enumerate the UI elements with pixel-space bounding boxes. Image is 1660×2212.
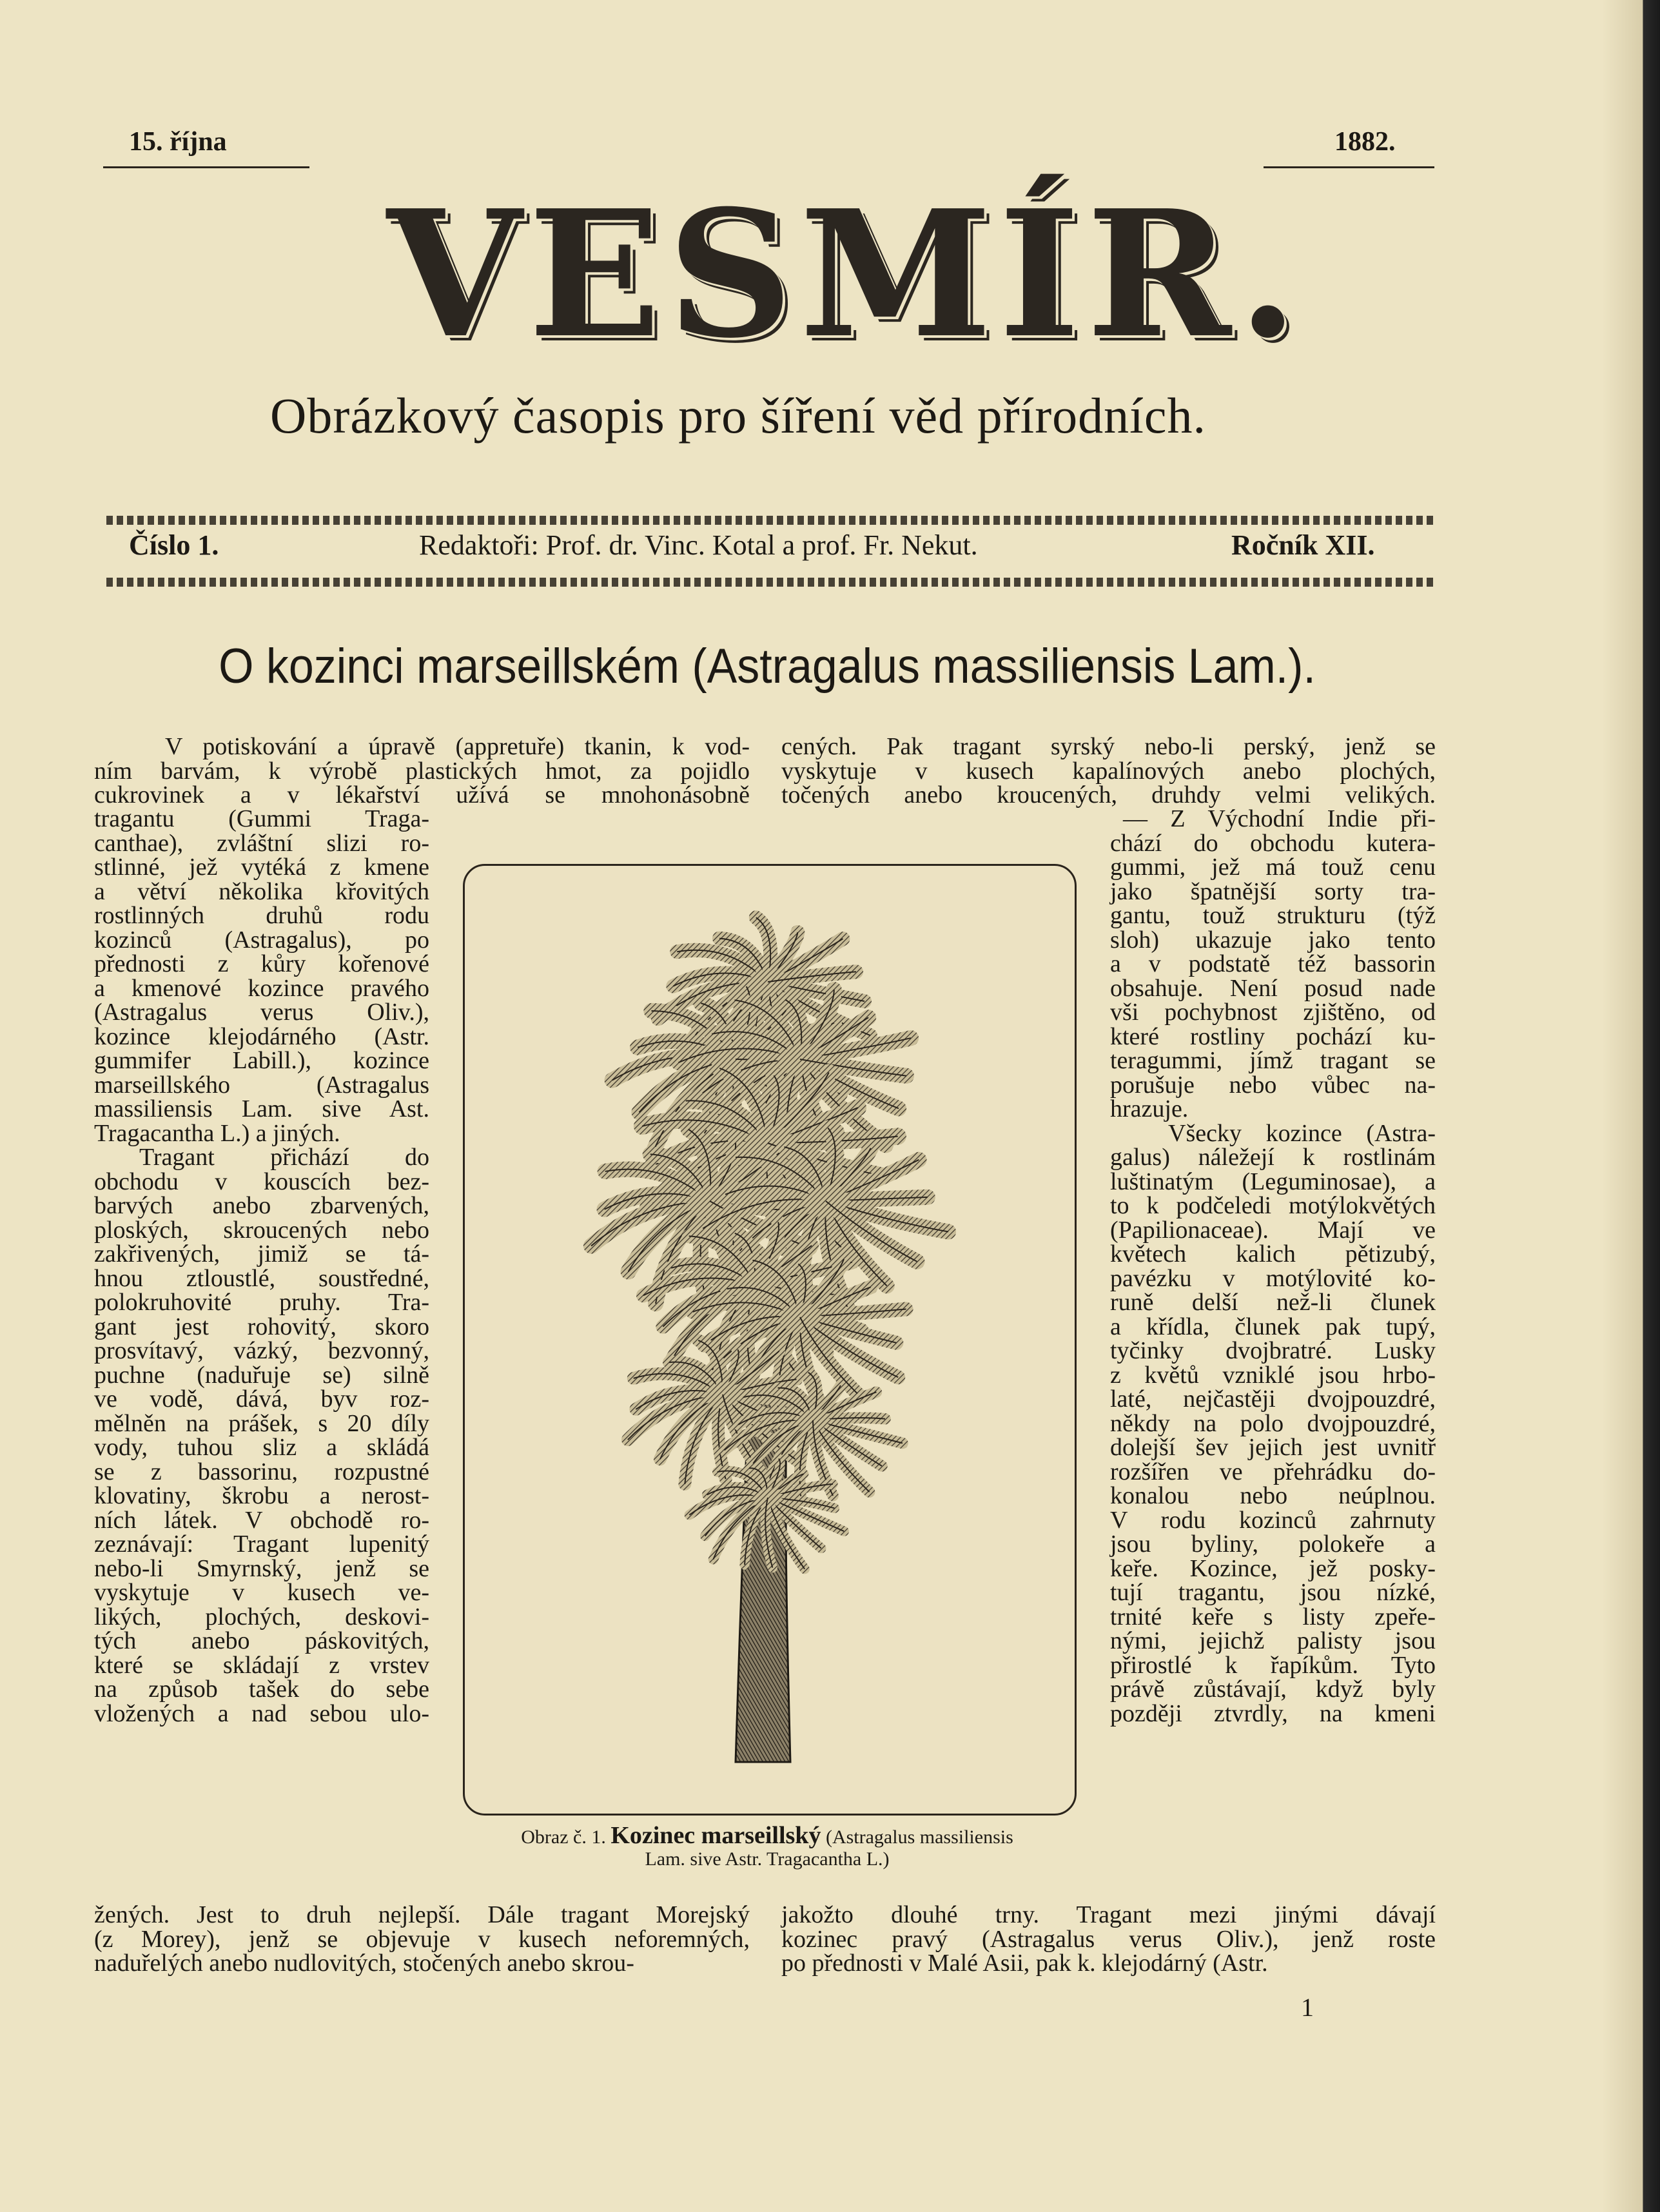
text-line: a v podstatě též bassorin xyxy=(1110,950,1436,977)
text-line: později ztvrdly, na kmeni xyxy=(1110,1699,1436,1727)
text-line: někdy na polo dvojpouzdré, xyxy=(1110,1409,1436,1437)
text-line: vyskytuje v kusech kapalínových anebo plochých, xyxy=(781,757,1436,785)
editors-line: Redaktoři: Prof. dr. Vinc. Kotal a prof. Fr. Nekut. xyxy=(419,529,978,561)
fronds xyxy=(591,917,948,1569)
text-line: luštinatým (Leguminosae), a xyxy=(1110,1168,1436,1195)
text-line: ploských, skroucených nebo xyxy=(94,1216,429,1244)
bottom-ornamental-rule xyxy=(106,578,1434,587)
text-line: zakřivených, jimiž se tá- xyxy=(94,1240,429,1267)
text-line: hnou ztloustlé, soustředné, xyxy=(94,1264,429,1292)
caption-rest: (Astragalus massiliensis xyxy=(825,1826,1013,1848)
text-line: V potiskování a úpravě (appretuře) tkanin, k vod- xyxy=(165,733,750,760)
text-line: jako špatnější sorty tra- xyxy=(1110,877,1436,905)
text-line: z květů vzniklé jsou hrbo- xyxy=(1110,1361,1436,1389)
text-line: se z bassorinu, rozpustné xyxy=(94,1458,429,1485)
issue-year: 1882. xyxy=(1334,127,1396,157)
text-line: ve vodě, dává, byv roz- xyxy=(94,1385,429,1413)
text-line: gummi, jež má touž cenu xyxy=(1110,854,1436,881)
figure-caption xyxy=(451,1822,1083,1870)
text-line: jakožto dlouhé trny. Tragant mezi jinými dávají xyxy=(781,1901,1436,1928)
text-line: porušuje nebo vůbec na- xyxy=(1110,1071,1436,1099)
text-line: tragantu (Gummi Traga- xyxy=(94,805,429,832)
date-rule xyxy=(103,166,309,168)
caption-prefix: Obraz č. 1. xyxy=(521,1826,606,1848)
text-line: prosvítavý, vázký, bezvonný, xyxy=(94,1337,429,1364)
text-line: konalou nebo neúplnou. xyxy=(1110,1482,1436,1509)
text-line: a kmenové kozince pravého xyxy=(94,974,429,1002)
text-line: a křídla, člunek pak tupý, xyxy=(1110,1313,1436,1340)
text-line: V rodu kozinců zahrnuty xyxy=(1110,1506,1436,1534)
text-line: tých anebo páskovitých, xyxy=(94,1627,429,1654)
text-line: přednosti z kůry kořenové xyxy=(94,950,429,977)
text-line: na způsob tašek do sebe xyxy=(94,1676,429,1703)
text-line: a větví několika křovitých xyxy=(94,877,429,905)
page-edge-shadow xyxy=(1602,0,1660,2212)
masthead-title: VESMÍR. xyxy=(387,171,1305,377)
text-line: které se skládají z vrstev xyxy=(94,1651,429,1679)
text-line: naduřelých anebo nudlovitých, stočených anebo skrou- xyxy=(94,1950,634,1977)
text-line: vody, tuhou sliz a skládá xyxy=(94,1434,429,1461)
text-line: polokruhovité pruhy. Tra- xyxy=(94,1289,429,1316)
text-line: které rostliny pochází ku- xyxy=(1110,1023,1436,1050)
text-line: teragummi, jímž tragant se xyxy=(1110,1047,1436,1074)
issue-number: Číslo 1. xyxy=(129,529,219,561)
text-line: točených anebo kroucených, druhdy velmi velikých. xyxy=(781,781,1436,808)
figure-frame xyxy=(463,864,1077,1816)
text-line: barvých anebo zbarvených, xyxy=(94,1192,429,1219)
text-line: kozinec pravý (Astragalus verus Oliv.), jenž roste xyxy=(781,1925,1436,1953)
text-line: květech kalich pětizubý, xyxy=(1110,1240,1436,1267)
text-line: žených. Jest to druh nejlepší. Dále tragant Morejský xyxy=(94,1901,750,1928)
palm-illustration xyxy=(465,866,1075,1814)
text-line: zeznávají: Tragant lupenitý xyxy=(94,1531,429,1558)
text-line: vložených a nad sebou ulo- xyxy=(94,1699,429,1727)
text-line: kozinců (Astragalus), po xyxy=(94,926,429,954)
text-line: galus) náležejí k rostlinám xyxy=(1110,1144,1436,1171)
text-line: laté, nejčastěji dvojpouzdré, xyxy=(1110,1385,1436,1413)
text-line: vyskytuje v kusech ve- xyxy=(94,1579,429,1606)
text-line: klovatiny, škrobu a nerost- xyxy=(94,1482,429,1509)
text-line: jsou byliny, polokeře a xyxy=(1110,1531,1436,1558)
left-column-bottom xyxy=(94,1903,750,1976)
text-line: obchodu v kouscích bez- xyxy=(94,1168,429,1195)
text-line: massiliensis Lam. sive Ast. xyxy=(94,1095,429,1122)
text-line: (Papilionaceae). Mají ve xyxy=(1110,1216,1436,1244)
text-line: přirostlé k řapíkům. Tyto xyxy=(1110,1651,1436,1679)
text-line: cených. Pak tragant syrský nebo-li perský, jenž se xyxy=(781,733,1436,760)
text-line: puchne (naduřuje se) silně xyxy=(94,1361,429,1389)
caption-line2: Lam. sive Astr. Tragacantha L.) xyxy=(645,1848,890,1870)
text-line: stlinné, jež vytéká z kmene xyxy=(94,854,429,881)
masthead-subtitle: Obrázkový časopis pro šíření věd přírodních. xyxy=(270,387,1206,444)
text-line: Všecky kozince (Astra- xyxy=(1168,1119,1436,1147)
text-line: pavézku v motýlovité ko- xyxy=(1110,1264,1436,1292)
article-title: O kozinci marseillském (Astragalus massiliensis Lam.). xyxy=(219,639,1316,694)
text-line: obsahuje. Není posud nade xyxy=(1110,974,1436,1002)
page-number: 1 xyxy=(1301,1993,1314,2022)
text-line: ních látek. V obchodě ro- xyxy=(94,1506,429,1534)
text-line: marseillského (Astragalus xyxy=(94,1071,429,1099)
top-ornamental-rule xyxy=(106,516,1434,525)
text-line: gummifer Labill.), kozince xyxy=(94,1047,429,1074)
text-line: právě zůstávají, když byly xyxy=(1110,1676,1436,1703)
text-line: gantu, touž strukturu (týž xyxy=(1110,902,1436,929)
right-column-narrow xyxy=(1110,807,1436,1726)
text-line: canthae), zvláštní slizi ro- xyxy=(94,829,429,857)
right-column-bottom xyxy=(781,1903,1436,1976)
text-line: Tragant přichází do xyxy=(139,1144,429,1171)
text-line: mělněn na prášek, s 20 díly xyxy=(94,1409,429,1437)
text-line: vši pochybnost zjištěno, od xyxy=(1110,999,1436,1026)
text-line: Tragacantha L.) a jiných. xyxy=(94,1119,340,1147)
text-line: hrazuje. xyxy=(1110,1095,1189,1122)
volume-number: Ročník XII. xyxy=(1231,529,1375,561)
issue-date: 15. října xyxy=(129,127,227,157)
text-line: sloh) ukazuje jako tento xyxy=(1110,926,1436,954)
text-line: dolejší šev jejich jest uvnitř xyxy=(1110,1434,1436,1461)
left-column-narrow xyxy=(94,807,429,1726)
text-line: tyčinky dvojbratré. Lusky xyxy=(1110,1337,1436,1364)
text-line: (z Morey), jenž se objevuje v kusech neforemných, xyxy=(94,1925,750,1953)
text-line: nými, jejichž palisty jsou xyxy=(1110,1627,1436,1654)
text-line: po přednosti v Malé Asii, pak k. klejodárný (Astr. xyxy=(781,1950,1268,1977)
text-line: to k podčeledi motýlokvětých xyxy=(1110,1192,1436,1219)
text-line: nebo-li Smyrnský, jenž se xyxy=(94,1554,429,1582)
text-line: tují tragantu, jsou nízké, xyxy=(1110,1579,1436,1606)
text-line: (Astragalus verus Oliv.), xyxy=(94,999,429,1026)
text-line: gant jest rohovitý, skoro xyxy=(94,1313,429,1340)
year-rule xyxy=(1264,166,1434,168)
text-line: cukrovinek a v lékařství užívá se mnohonásobně xyxy=(94,781,750,808)
left-column-top xyxy=(94,735,750,808)
text-line: trnité keře s listy zpeře- xyxy=(1110,1603,1436,1630)
caption-bold: Kozinec marseillský xyxy=(610,1822,821,1849)
text-line: chází do obchodu kutera- xyxy=(1110,829,1436,857)
text-line: likých, plochých, deskovi- xyxy=(94,1603,429,1630)
right-column-top xyxy=(781,735,1436,808)
text-line: — Z Východní Indie při- xyxy=(1123,805,1436,832)
text-line: rozšířen ve přehrádku do- xyxy=(1110,1458,1436,1485)
text-line: ním barvám, k výrobě plastických hmot, za pojidlo xyxy=(94,757,750,785)
text-line: kozince klejodárného (Astr. xyxy=(94,1023,429,1050)
text-line: runě delší než-li člunek xyxy=(1110,1289,1436,1316)
text-line: rostlinných druhů rodu xyxy=(94,902,429,929)
text-line: keře. Kozince, jež posky- xyxy=(1110,1554,1436,1582)
